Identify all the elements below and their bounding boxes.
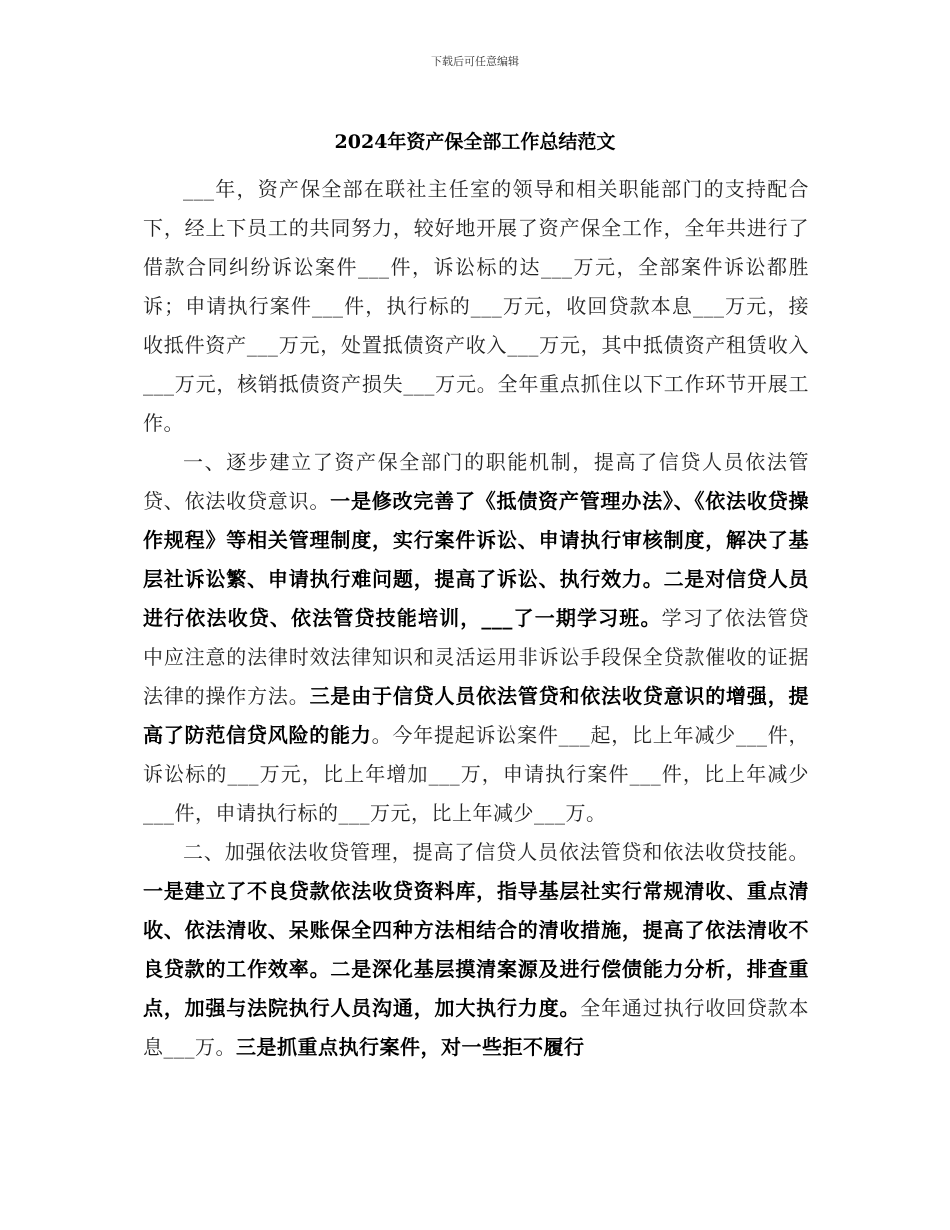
paragraph-run-bold: 三是抓重点执行案件，对一些拒不履行 <box>236 1035 585 1059</box>
paragraph-run: ___年，资产保全部在联社主任室的领导和相关职能部门的支持配合下，经上下员工的共同努力，较好地开展了资产保全工作，全年共进行了借款合同纠纷诉讼案件___件，诉讼标的达___万元，全部案件诉讼都胜诉；申请执行案件___件，执行标的___万元，收回贷款本息___万元，接收抵件资产___万元，处置抵债资产收入___万元，其中抵债资产租赁收入___万元，核销抵债资产损失___万元。全年重点抓住以下工作环节开展工作。 <box>143 177 809 435</box>
paragraph-run: 。今年提起诉讼案件___起，比上年减少___件，诉讼标的___万元，比上年增加___万，申请执行案件___件，比上年减少___件，申请执行标的___万元，比上年减少___万。 <box>143 723 810 825</box>
paragraph-run: 二、加强依法收贷管理，提高了信贷人员依法管贷和依法收贷技能。 <box>183 840 809 864</box>
paragraph-intro <box>143 170 809 443</box>
paragraph-run-bold: 一是建立了不良贷款依法收贷资料库，指导基层社实行常规清收、重点清收、依法清收、呆账保全四种方法相结合的清收措施，提高了依法清收不良贷款的工作效率。二是深化基层摸清案源及进行偿债能力分析，排查重点，加强与法院执行人员沟通，加大执行力度。 <box>143 879 809 1020</box>
paragraph-run: 全年通过执行收回贷款本息___万。 <box>143 996 810 1059</box>
paragraph-section-2 <box>143 833 809 1067</box>
paragraph-run-bold: 一是修改完善了《抵债资产管理办法》、《依法收贷操作规程》等相关管理制度，实行案件诉讼、申请执行审核制度，解决了基层社诉讼繁、申请执行难问题，提高了诉讼、执行效力。二是对信贷人员进行依法收贷、依法管贷技能培训，___了一期学习班。 <box>143 489 809 630</box>
page-header: 下载后可任意编辑 <box>431 55 519 68</box>
paragraph-section-1 <box>143 443 809 833</box>
paragraph-run: 一、逐步建立了资产保全部门的职能机制，提高了信贷人员依法管贷、依法收贷意识。 <box>143 450 809 513</box>
document-body <box>143 170 809 1067</box>
document-title: 2024年资产保全部工作总结范文 <box>334 131 616 153</box>
paragraph-run-bold: 三是由于信贷人员依法管贷和依法收贷意识的增强，提高了防范信贷风险的能力 <box>143 684 810 747</box>
paragraph-run: 学习了依法管贷中应注意的法律时效法律知识和灵活运用非诉讼手段保全贷款催收的证据法律的操作方法。 <box>143 606 810 708</box>
